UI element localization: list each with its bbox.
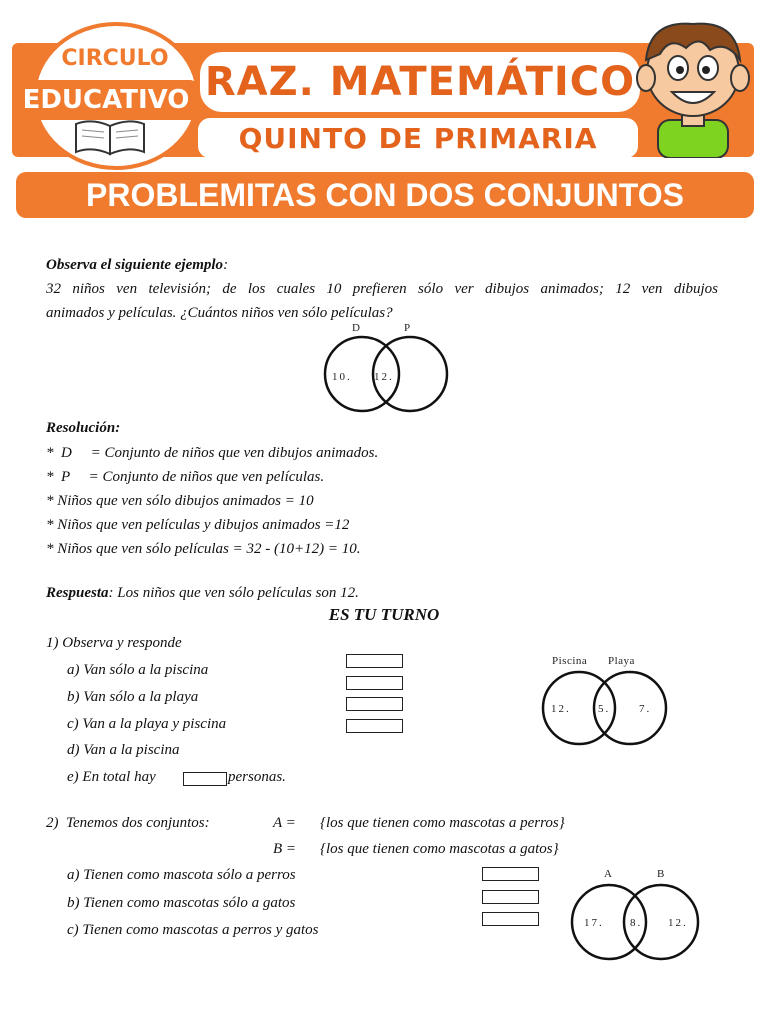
exercise-heading: ES TU TURNO (328, 605, 440, 624)
example-heading-text: Observa el siguiente ejemplo (46, 257, 224, 273)
venn-label-a: A (604, 868, 612, 880)
venn-value-center: 5. (598, 703, 611, 715)
exercise-1-item-b: b) Van sólo a la playa (67, 689, 199, 705)
venn-label-b: B (657, 868, 665, 880)
example-line-1: 32 niños ven televisión; de los cuales 10 prefieren sólo ver dibujos animados; 12 ven dibujos (46, 281, 718, 297)
venn-value-right: 12. (668, 917, 688, 929)
venn-value-left: 10. (332, 371, 352, 383)
answer-box-1e[interactable] (183, 772, 227, 786)
answer-box-1c[interactable] (346, 697, 403, 711)
exercise-1-item-e: e) En total hay (67, 769, 156, 785)
venn-label-p: P (404, 322, 411, 334)
resolution-line-4: * Niños que ven películas y dibujos animados =12 (46, 517, 350, 533)
answer-box-1b[interactable] (346, 676, 403, 690)
answer-line (46, 585, 359, 602)
example-line-2: animados y películas. ¿Cuántos niños ven sólo películas? (46, 305, 393, 321)
exercise-2-set-b-desc: {los que tienen como mascotas a gatos} (320, 841, 559, 857)
resolution-line-2: * P = Conjunto de niños que ven películas. (46, 469, 325, 485)
venn-value-left: 12. (551, 703, 571, 715)
exercise-1-item-d: d) Van a la piscina (67, 742, 180, 758)
venn-diagram-exercise-2 (564, 862, 706, 962)
resolution-heading-text: Resolución (46, 420, 116, 436)
resolution-heading-colon: : (115, 420, 121, 436)
exercise-2-item-b: b) Tienen como mascotas sólo a gatos (67, 895, 296, 911)
exercise-2-prompt: 2) Tenemos dos conjuntos: (46, 815, 210, 831)
logo-top-text: CIRCULO (61, 46, 169, 71)
answer-box-2c[interactable] (482, 912, 539, 926)
boy-illustration-icon (630, 10, 755, 158)
answer-box-1a[interactable] (346, 654, 403, 668)
venn-diagram-exercise-1 (534, 648, 674, 748)
venn-value-left: 17. (584, 917, 604, 929)
answer-box-2b[interactable] (482, 890, 539, 904)
exercise-2-item-a: a) Tienen como mascota sólo a perros (67, 867, 296, 883)
book-icon (72, 116, 148, 158)
answer-text: : Los niños que ven sólo películas son 12. (108, 585, 359, 601)
answer-label: Respuesta (46, 585, 109, 601)
example-heading (46, 257, 228, 274)
exercise-1-item-e-suffix: personas. (228, 769, 286, 785)
header-title: RAZ. MATEMÁTICO (204, 59, 636, 105)
topic-title: PROBLEMITAS CON DOS CONJUNTOS (86, 177, 684, 213)
resolution-heading (46, 420, 120, 437)
exercise-2-item-c: c) Tienen como mascotas a perros y gatos (67, 922, 319, 938)
logo-main-text: EDUCATIVO (22, 85, 190, 115)
resolution-line-3: * Niños que ven sólo dibujos animados = 10 (46, 493, 314, 509)
venn-value-center: 8. (630, 917, 643, 929)
exercise-2-set-a-label: A = (273, 815, 296, 831)
venn-label-piscina: Piscina (552, 655, 588, 667)
venn-diagram-example (316, 318, 456, 418)
exercise-2-set-b-label: B = (273, 841, 297, 857)
answer-box-2a[interactable] (482, 867, 539, 881)
exercise-1-item-a: a) Van sólo a la piscina (67, 662, 209, 678)
venn-label-d: D (352, 322, 360, 334)
venn-value-center: 12. (374, 371, 394, 383)
resolution-line-1: * D = Conjunto de niños que ven dibujos animados. (46, 445, 379, 461)
answer-box-1d[interactable] (346, 719, 403, 733)
venn-value-right: 7. (639, 703, 652, 715)
venn-label-playa: Playa (608, 655, 635, 667)
exercise-1-prompt: 1) Observa y responde (46, 635, 182, 651)
resolution-line-5: * Niños que ven sólo películas = 32 - (10+12) = 10. (46, 541, 361, 557)
exercise-2-set-a-desc: {los que tienen como mascotas a perros} (320, 815, 565, 831)
header-subtitle: QUINTO DE PRIMARIA (238, 122, 598, 155)
example-heading-colon: : (223, 257, 229, 273)
exercise-1-item-c: c) Van a la playa y piscina (67, 716, 227, 732)
